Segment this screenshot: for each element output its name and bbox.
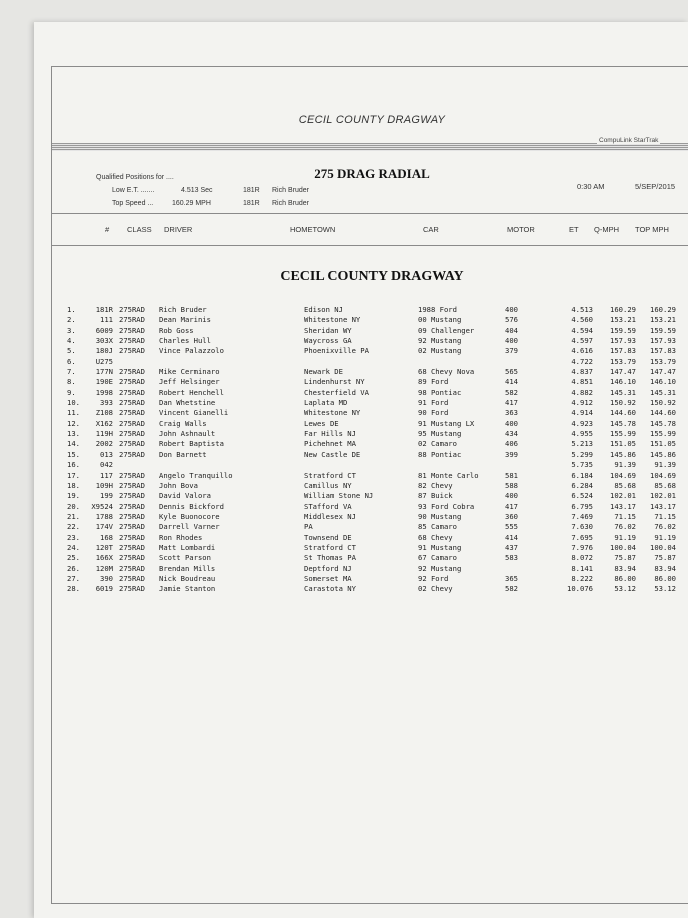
cell-et: 6.184 (571, 470, 593, 480)
col-driver: DRIVER (164, 225, 193, 234)
cell-class: 275RAD (119, 398, 145, 408)
cell-motor: 399 (505, 449, 518, 459)
cell-et: 10.076 (567, 584, 593, 594)
cell-top-mph: 160.29 (650, 305, 676, 314)
low-et-label: Low E.T. ....... (112, 187, 155, 194)
cell-car: 91 Ford (418, 398, 449, 408)
cell-q-mph: 145.78 (610, 418, 636, 428)
cell-q-mph: 83.94 (614, 563, 636, 573)
cell-et: 7.976 (571, 542, 593, 552)
cell-top-mph: 53.12 (654, 584, 676, 594)
col-et: ET (569, 225, 579, 234)
cell-q-mph: 146.10 (610, 377, 636, 387)
cell-driver: Darrell Varner (159, 522, 220, 532)
cell-hometown: STafford VA (304, 501, 352, 511)
cell-car-number: 119H (95, 429, 113, 439)
cell-motor: 414 (505, 377, 518, 387)
cell-hometown: Pichehnet MA (304, 439, 356, 449)
cell-driver: Dennis Bickford (159, 501, 224, 511)
cell-motor: 581 (505, 470, 518, 480)
cell-et: 8.222 (571, 573, 593, 583)
cell-top-mph: 75.87 (654, 553, 676, 563)
print-date: 5/SEP/2015 (635, 182, 676, 191)
cell-top-mph: 145.78 (650, 418, 676, 428)
cell-motor: 414 (505, 532, 518, 542)
cell-motor: 404 (505, 325, 518, 335)
low-et-value: 4.513 Sec (181, 187, 213, 194)
cell-position: 23. (67, 532, 80, 542)
cell-car-number: 109H (95, 480, 113, 490)
cell-top-mph: 83.94 (654, 563, 676, 573)
cell-car: 81 Monte Carlo (418, 470, 479, 480)
cell-motor: 437 (505, 542, 518, 552)
cell-car: 00 Mustang (418, 315, 462, 325)
cell-driver: Robert Henchell (159, 387, 224, 397)
qualified-label: Qualified Positions for .... (96, 174, 174, 181)
cell-hometown: Chesterfield VA (304, 387, 369, 397)
cell-motor: 363 (505, 408, 518, 418)
cell-position: 14. (67, 439, 80, 449)
cell-car-number: 180J (95, 346, 113, 356)
col-qmph: Q-MPH (594, 225, 619, 234)
cell-position: 21. (67, 511, 80, 521)
cell-class: 275RAD (119, 418, 145, 428)
top-speed-value: 160.29 MPH (172, 200, 211, 207)
cell-q-mph: 75.87 (614, 553, 636, 563)
cell-car: 89 Ford (418, 377, 449, 387)
cell-driver: Brendan Mills (159, 563, 216, 573)
cell-car: 92 Mustang (418, 563, 462, 573)
cell-car-number: 1998 (95, 387, 113, 397)
cell-class: 275RAD (119, 387, 145, 397)
cell-hometown: Whitestone NY (304, 315, 361, 325)
cell-car-number: 166X (95, 553, 113, 563)
cell-position: 22. (67, 522, 80, 532)
cell-class: 275RAD (119, 315, 145, 325)
cell-et: 5.735 (571, 460, 593, 470)
cell-motor: 406 (505, 439, 518, 449)
cell-driver: Nick Boudreau (159, 573, 216, 583)
cell-position: 1. (67, 305, 76, 314)
cell-car-number: 1788 (95, 511, 113, 521)
cell-top-mph: 145.31 (650, 387, 676, 397)
low-et-driver: Rich Bruder (272, 187, 309, 194)
cell-hometown: Laplata MD (304, 398, 348, 408)
timing-system-brand: CompuLink StarTrak (599, 137, 659, 144)
cell-et: 7.469 (571, 511, 593, 521)
cell-top-mph: 86.00 (654, 573, 676, 583)
cell-motor: 400 (505, 305, 518, 314)
cell-top-mph: 146.10 (650, 377, 676, 387)
cell-car-number: 042 (100, 460, 113, 470)
cell-position: 10. (67, 398, 80, 408)
top-speed-car: 181R (243, 200, 260, 207)
cell-et: 4.912 (571, 398, 593, 408)
cell-car-number: 174V (95, 522, 113, 532)
cell-q-mph: 91.19 (614, 532, 636, 542)
cell-q-mph: 91.39 (614, 460, 636, 470)
cell-class: 275RAD (119, 470, 145, 480)
header-track-name: CECIL COUNTY DRAGWAY (298, 114, 446, 126)
top-speed-label: Top Speed ... (112, 200, 154, 207)
cell-class: 275RAD (119, 573, 145, 583)
cell-position: 20. (67, 501, 80, 511)
cell-class: 275RAD (119, 584, 145, 594)
cell-class: 275RAD (119, 346, 145, 356)
cell-car: 95 Mustang (418, 429, 462, 439)
cell-top-mph: 76.02 (654, 522, 676, 532)
cell-car-number: 393 (100, 398, 113, 408)
cell-class: 275RAD (119, 553, 145, 563)
cell-car: 85 Camaro (418, 522, 457, 532)
cell-driver: Dean Marinis (159, 315, 211, 325)
cell-top-mph: 85.68 (654, 480, 676, 490)
cell-motor: 360 (505, 511, 518, 521)
cell-driver: Charles Hull (159, 336, 211, 346)
cell-car-number: 117 (100, 470, 113, 480)
cell-driver: Craig Walls (159, 418, 207, 428)
divider-columns (52, 245, 688, 246)
cell-top-mph: 153.21 (650, 315, 676, 325)
cell-car-number: 181R (95, 305, 113, 314)
cell-position: 2. (67, 315, 76, 325)
cell-q-mph: 153.21 (610, 315, 636, 325)
cell-position: 9. (67, 387, 76, 397)
cell-et: 5.213 (571, 439, 593, 449)
cell-et: 4.914 (571, 408, 593, 418)
cell-et: 4.513 (571, 305, 593, 314)
cell-hometown: Camillus NY (304, 480, 352, 490)
body-track-title: CECIL COUNTY DRAGWAY (280, 269, 464, 284)
cell-position: 3. (67, 325, 76, 335)
cell-et: 7.695 (571, 532, 593, 542)
cell-car-number: X162 (95, 418, 113, 428)
cell-driver: Angelo Tranquillo (159, 470, 233, 480)
cell-car-number: 111 (100, 315, 113, 325)
low-et-car: 181R (243, 187, 260, 194)
cell-q-mph: 71.15 (614, 511, 636, 521)
cell-position: 25. (67, 553, 80, 563)
cell-hometown: Lindenhurst NY (304, 377, 365, 387)
cell-hometown: Lewes DE (304, 418, 339, 428)
cell-q-mph: 160.29 (610, 305, 636, 314)
cell-driver: Vincent Gianelli (159, 408, 229, 418)
cell-motor: 400 (505, 491, 518, 501)
cell-motor: 400 (505, 336, 518, 346)
cell-position: 13. (67, 429, 80, 439)
cell-position: 15. (67, 449, 80, 459)
cell-car-number: 6009 (95, 325, 113, 335)
cell-car: 91 Mustang LX (418, 418, 475, 428)
cell-motor: 582 (505, 584, 518, 594)
cell-driver: Robert Baptista (159, 439, 224, 449)
top-speed-driver: Rich Bruder (272, 200, 309, 207)
cell-q-mph: 147.47 (610, 367, 636, 377)
cell-et: 4.837 (571, 367, 593, 377)
header-band (52, 143, 688, 151)
cell-motor: 379 (505, 346, 518, 356)
cell-top-mph: 100.04 (650, 542, 676, 552)
cell-hometown: New Castle DE (304, 449, 361, 459)
cell-top-mph: 147.47 (650, 367, 676, 377)
cell-driver: John Ashnault (159, 429, 216, 439)
cell-position: 18. (67, 480, 80, 490)
cell-hometown: Deptford NJ (304, 563, 352, 573)
cell-class: 275RAD (119, 522, 145, 532)
cell-car: 91 Mustang (418, 542, 462, 552)
col-topmph: TOP MPH (635, 225, 669, 234)
cell-car: 02 Chevy (418, 584, 453, 594)
cell-car: 92 Mustang (418, 336, 462, 346)
cell-driver: Jeff Helsinger (159, 377, 220, 387)
cell-hometown: Carastota NY (304, 584, 356, 594)
cell-top-mph: 104.69 (650, 470, 676, 480)
cell-hometown: PA (304, 522, 313, 532)
cell-q-mph: 159.59 (610, 325, 636, 335)
cell-hometown: St Thomas PA (304, 553, 356, 563)
cell-et: 7.630 (571, 522, 593, 532)
cell-class: 275RAD (119, 429, 145, 439)
cell-position: 16. (67, 460, 80, 470)
col-car: CAR (423, 225, 439, 234)
cell-et: 5.299 (571, 449, 593, 459)
cell-car-number: 2002 (95, 439, 113, 449)
cell-driver: Vince Palazzolo (159, 346, 224, 356)
cell-class: 275RAD (119, 336, 145, 346)
cell-driver: Matt Lombardi (159, 542, 216, 552)
cell-top-mph: 145.86 (650, 449, 676, 459)
cell-top-mph: 157.93 (650, 336, 676, 346)
cell-et: 4.955 (571, 429, 593, 439)
col-number: # (105, 225, 110, 234)
cell-q-mph: 143.17 (610, 501, 636, 511)
cell-hometown: Stratford CT (304, 542, 356, 552)
cell-hometown: Waycross GA (304, 336, 352, 346)
cell-class: 275RAD (119, 305, 145, 314)
cell-class: 275RAD (119, 377, 145, 387)
cell-car: 88 Pontiac (418, 449, 462, 459)
cell-class: 275RAD (119, 367, 145, 377)
divider-top (52, 213, 688, 214)
cell-car: 1988 Ford (418, 305, 457, 314)
cell-position: 6. (67, 356, 76, 366)
cell-et: 4.597 (571, 336, 593, 346)
cell-class: 275RAD (119, 501, 145, 511)
cell-motor: 582 (505, 387, 518, 397)
print-time: 0:30 AM (577, 182, 605, 191)
cell-position: 17. (67, 470, 80, 480)
cell-driver: Ron Rhodes (159, 532, 203, 542)
cell-motor: 400 (505, 418, 518, 428)
cell-class: 275RAD (119, 542, 145, 552)
cell-q-mph: 157.93 (610, 336, 636, 346)
cell-car: 02 Camaro (418, 439, 457, 449)
cell-hometown: Middlesex NJ (304, 511, 356, 521)
event-title: 275 DRAG RADIAL (314, 166, 430, 181)
cell-driver: Jamie Stanton (159, 584, 216, 594)
cell-class: 275RAD (119, 439, 145, 449)
cell-car: 09 Challenger (418, 325, 475, 335)
cell-car: 02 Mustang (418, 346, 462, 356)
cell-q-mph: 86.00 (614, 573, 636, 583)
cell-class: 275RAD (119, 325, 145, 335)
cell-motor: 576 (505, 315, 518, 325)
cell-driver: Rich Bruder (159, 305, 207, 314)
cell-position: 4. (67, 336, 76, 346)
cell-top-mph: 143.17 (650, 501, 676, 511)
cell-class: 275RAD (119, 491, 145, 501)
cell-top-mph: 157.83 (650, 346, 676, 356)
cell-q-mph: 153.79 (610, 356, 636, 366)
cell-et: 4.851 (571, 377, 593, 387)
cell-top-mph: 91.39 (654, 460, 676, 470)
cell-hometown: William Stone NJ (304, 491, 374, 501)
cell-q-mph: 76.02 (614, 522, 636, 532)
cell-q-mph: 85.68 (614, 480, 636, 490)
cell-motor: 365 (505, 573, 518, 583)
cell-q-mph: 150.92 (610, 398, 636, 408)
cell-q-mph: 145.31 (610, 387, 636, 397)
cell-car-number: Z108 (95, 408, 113, 418)
cell-top-mph: 155.99 (650, 429, 676, 439)
cell-class: 275RAD (119, 511, 145, 521)
cell-position: 24. (67, 542, 80, 552)
cell-car-number: 013 (100, 449, 113, 459)
cell-hometown: Phoenixville PA (304, 346, 369, 356)
cell-driver: Dan Whetstine (159, 398, 216, 408)
cell-hometown: Far Hills NJ (304, 429, 356, 439)
cell-position: 11. (67, 408, 80, 418)
cell-class: 275RAD (119, 563, 145, 573)
cell-position: 5. (67, 346, 76, 356)
cell-q-mph: 100.04 (610, 542, 636, 552)
cell-motor: 555 (505, 522, 518, 532)
cell-car-number: 390 (100, 573, 113, 583)
cell-hometown: Townsend DE (304, 532, 352, 542)
cell-car-number: 177N (95, 367, 113, 377)
cell-et: 6.524 (571, 491, 593, 501)
cell-et: 4.560 (571, 315, 593, 325)
cell-car-number: 6019 (95, 584, 113, 594)
cell-et: 8.141 (571, 563, 593, 573)
cell-motor: 417 (505, 398, 518, 408)
cell-position: 26. (67, 563, 80, 573)
cell-car-number: U275 (95, 356, 113, 366)
cell-hometown: Sheridan WY (304, 325, 352, 335)
col-class: CLASS (127, 225, 152, 234)
cell-top-mph: 151.05 (650, 439, 676, 449)
cell-top-mph: 150.92 (650, 398, 676, 408)
cell-car: 92 Ford (418, 573, 449, 583)
cell-position: 7. (67, 367, 76, 377)
cell-q-mph: 145.86 (610, 449, 636, 459)
cell-position: 12. (67, 418, 80, 428)
cell-q-mph: 104.69 (610, 470, 636, 480)
cell-car-number: 190E (95, 377, 113, 387)
cell-position: 19. (67, 491, 80, 501)
cell-q-mph: 157.83 (610, 346, 636, 356)
cell-driver: John Bova (159, 480, 198, 490)
cell-motor: 434 (505, 429, 518, 439)
cell-top-mph: 159.59 (650, 325, 676, 335)
cell-et: 8.072 (571, 553, 593, 563)
cell-position: 8. (67, 377, 76, 387)
cell-car: 98 Pontiac (418, 387, 462, 397)
cell-driver: Kyle Buonocore (159, 511, 220, 521)
cell-car-number: 303X (95, 336, 113, 346)
cell-class: 275RAD (119, 480, 145, 490)
cell-q-mph: 53.12 (614, 584, 636, 594)
cell-et: 4.616 (571, 346, 593, 356)
cell-car: 82 Chevy (418, 480, 453, 490)
cell-et: 4.923 (571, 418, 593, 428)
cell-hometown: Whitestone NY (304, 408, 361, 418)
cell-motor: 565 (505, 367, 518, 377)
cell-driver: Rob Goss (159, 325, 194, 335)
cell-driver: Don Barnett (159, 449, 207, 459)
cell-car: 93 Ford Cobra (418, 501, 475, 511)
cell-position: 28. (67, 584, 80, 594)
cell-motor: 588 (505, 480, 518, 490)
cell-top-mph: 102.01 (650, 491, 676, 501)
cell-car: 68 Chevy (418, 532, 453, 542)
results-sheet (34, 22, 688, 918)
cell-motor: 583 (505, 553, 518, 563)
cell-car-number: 168 (100, 532, 113, 542)
cell-top-mph: 71.15 (654, 511, 676, 521)
cell-position: 27. (67, 573, 80, 583)
cell-et: 4.594 (571, 325, 593, 335)
cell-top-mph: 144.60 (650, 408, 676, 418)
cell-top-mph: 153.79 (650, 356, 676, 366)
cell-car: 87 Buick (418, 491, 453, 501)
cell-hometown: Stratford CT (304, 470, 356, 480)
cell-et: 4.882 (571, 387, 593, 397)
cell-et: 4.722 (571, 356, 593, 366)
cell-car-number: X9524 (91, 501, 113, 511)
cell-q-mph: 102.01 (610, 491, 636, 501)
cell-car: 90 Mustang (418, 511, 462, 521)
cell-class: 275RAD (119, 532, 145, 542)
cell-hometown: Somerset MA (304, 573, 352, 583)
cell-driver: Mike Cerminaro (159, 367, 220, 377)
printout-frame (51, 66, 688, 904)
cell-car: 68 Chevy Nova (418, 367, 475, 377)
cell-class: 275RAD (119, 408, 145, 418)
cell-et: 6.795 (571, 501, 593, 511)
cell-q-mph: 144.60 (610, 408, 636, 418)
cell-q-mph: 155.99 (610, 429, 636, 439)
cell-car-number: 120T (95, 542, 113, 552)
cell-hometown: Edison NJ (304, 305, 343, 314)
col-motor: MOTOR (507, 225, 535, 234)
cell-et: 6.284 (571, 480, 593, 490)
col-hometown: HOMETOWN (290, 225, 336, 234)
cell-class: 275RAD (119, 449, 145, 459)
cell-car: 67 Camaro (418, 553, 457, 563)
cell-car: 90 Ford (418, 408, 449, 418)
cell-car-number: 199 (100, 491, 113, 501)
cell-motor: 417 (505, 501, 518, 511)
cell-car-number: 120M (95, 563, 113, 573)
cell-driver: Scott Parson (159, 553, 211, 563)
cell-driver: David Valora (159, 491, 211, 501)
cell-hometown: Newark DE (304, 367, 343, 377)
cell-top-mph: 91.19 (654, 532, 676, 542)
cell-q-mph: 151.05 (610, 439, 636, 449)
